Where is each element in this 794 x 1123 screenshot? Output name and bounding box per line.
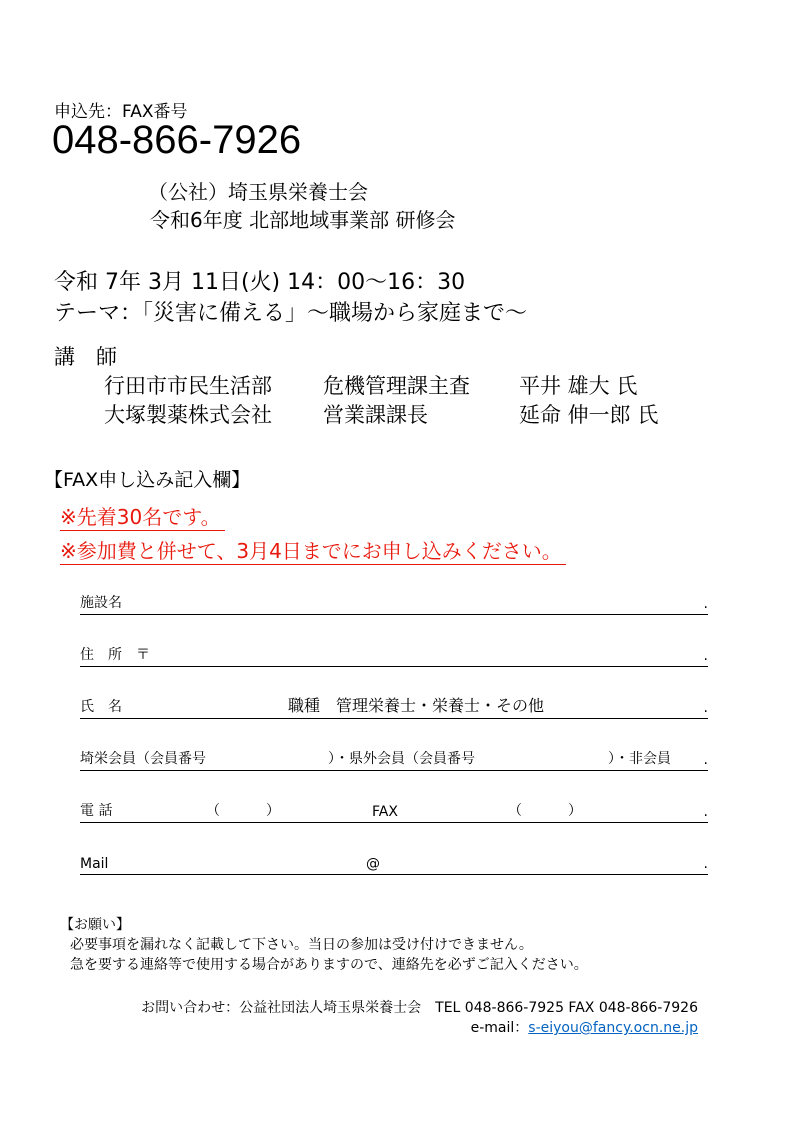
contact-line: お問い合わせ：公益社団法人埼玉県栄養士会 TEL 048-866-7925 FAX 048-866-7926 — [141, 1000, 698, 1016]
line-end-dot: . — [703, 752, 708, 768]
fax-paren-open: （ — [508, 803, 522, 819]
phone-fax-field[interactable] — [80, 800, 708, 823]
line-end-dot: . — [703, 804, 708, 820]
email-label: e-mail： — [470, 1020, 529, 1036]
address-label: 住 所 〒 — [80, 647, 150, 663]
request-line: 急を要する連絡等で使用する場合がありますので、連絡先を必ずご記入ください。 — [70, 957, 588, 973]
name-field[interactable] — [80, 696, 708, 719]
fax-label: FAX — [372, 804, 398, 820]
fax-paren-close: ） — [568, 803, 582, 819]
address-field[interactable] — [80, 644, 708, 667]
mail-label: Mail — [80, 856, 109, 872]
facility-label: 施設名 — [80, 595, 122, 611]
request-line: 必要事項を漏れなく記載して下さい。当日の参加は受け付けできません。 — [70, 937, 533, 953]
lecturer-org: 行田市市民生活部 — [104, 374, 272, 398]
occupation-options: 職種 管理栄養士・栄養士・その他 — [288, 696, 545, 715]
line-end-dot: . — [703, 596, 708, 612]
organizer-name: （公社）埼玉県栄養士会 — [148, 180, 368, 204]
request-heading: 【お願い】 — [60, 917, 130, 933]
phone-paren-open: （ — [206, 803, 220, 819]
phone-label: 電 話 — [80, 803, 113, 819]
line-end-dot: . — [703, 856, 708, 872]
event-theme: テーマ：「災害に備える」～職場から家庭まで～ — [54, 301, 528, 326]
form-section-title: 【FAX申し込み記入欄】 — [44, 469, 251, 491]
member-non-label: ）・非会員 — [608, 751, 671, 767]
notice-capacity: ※先着30名です。 — [60, 501, 225, 531]
phone-paren-close: ） — [266, 803, 280, 819]
member-in-label: 埼栄会員（会員番号 — [80, 751, 206, 767]
lecturer-name: 延命 伸一郎 氏 — [519, 403, 659, 427]
lecturer-name: 平井 雄大 氏 — [519, 374, 638, 398]
fax-number: 048-866-7926 — [52, 118, 302, 162]
member-out-label: ）・県外会員（会員番号 — [328, 751, 475, 767]
event-datetime: 令和 7年 3月 11日(火) 14：00～16：30 — [54, 270, 466, 295]
lecturers-heading: 講 師 — [54, 345, 117, 369]
facility-field[interactable] — [80, 592, 708, 615]
notice-deadline: ※参加費と併せて、3月4日までにお申し込みください。 — [60, 535, 566, 565]
mail-field[interactable] — [80, 852, 708, 875]
email-link[interactable]: s-eiyou@fancy.ocn.ne.jp — [528, 1020, 698, 1036]
membership-field[interactable] — [80, 748, 708, 771]
destination-label: 申込先：FAX番号 — [54, 102, 188, 122]
line-end-dot: . — [703, 700, 708, 716]
lecturer-org: 大塚製薬株式会社 — [104, 403, 272, 427]
line-end-dot: . — [703, 648, 708, 664]
contact-email-row — [471, 1017, 698, 1037]
lecturer-title: 危機管理課主査 — [323, 374, 470, 398]
lecturer-title: 営業課課長 — [323, 403, 428, 427]
at-sign: @ — [366, 856, 380, 872]
event-name: 令和6年度 北部地域事業部 研修会 — [150, 208, 456, 232]
name-label: 氏 名 — [80, 699, 122, 715]
